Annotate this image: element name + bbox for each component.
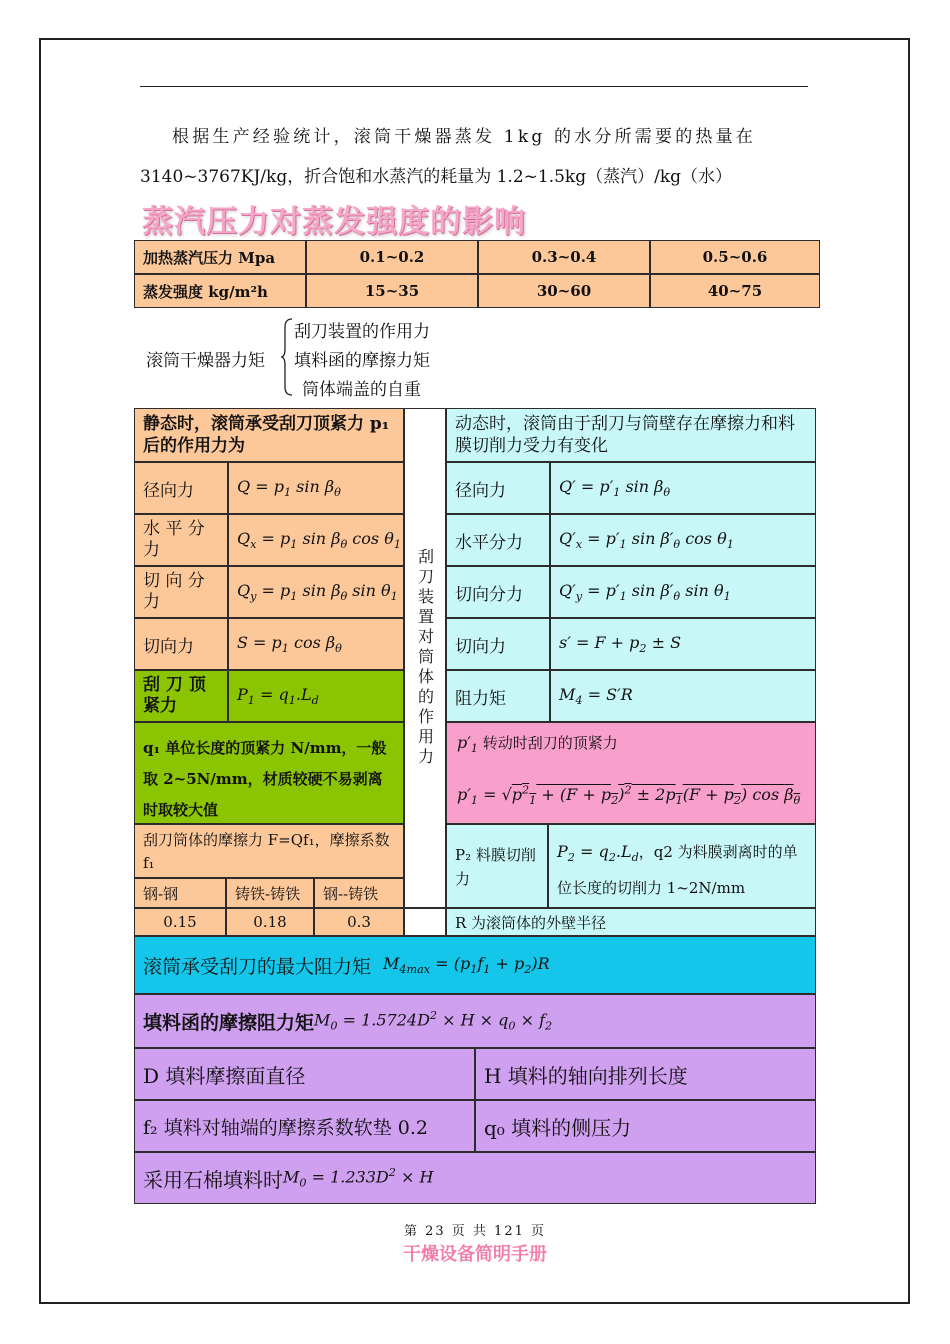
q1-note: q₁ 单位长度的顶紧力 N/mm，一般取 2~5N/mm，材质较硬不易剥离时取较大值 <box>134 722 404 824</box>
pressure-value-2: 0.3~0.4 <box>478 240 650 274</box>
p2-line-1 <box>557 837 807 873</box>
coefficient-3: 0.3 <box>314 908 404 936</box>
packing-label: 填料函的摩擦阻力矩 <box>143 1011 315 1034</box>
middle-empty-cell <box>404 908 446 936</box>
max-torque-label: 滚筒承受刮刀的最大阻力矩 <box>143 955 372 978</box>
static-horizontal-formula: $Q_x = p_1$ $\sin \beta_\theta$ $\cos \theta_1$ <box>228 514 404 566</box>
middle-label-text: 刮刀装置对筒体的作用力 <box>415 548 435 768</box>
resistance-torque-formula: $M_4 = S'R$ <box>550 670 816 722</box>
p2-formula: $P_2 = q_2.L_d$ <box>557 842 639 865</box>
book-title: 干燥设备简明手册 <box>403 1244 547 1265</box>
torque-item-2: 填料函的摩擦力矩 <box>294 351 430 371</box>
p1-dynamic-note: 转动时刮刀的顶紧力 <box>482 734 618 752</box>
material-iron-iron: 铸铁-铸铁 <box>226 878 314 908</box>
dynamic-radial-label: 径向力 <box>446 462 550 514</box>
dynamic-horizontal-label: 水平分力 <box>446 514 550 566</box>
dynamic-tangential-component-formula: $Q'_y = p'_1$ $\sin \beta'_\theta$ $\sin \theta_1$ <box>550 566 816 618</box>
dynamic-tangential-label: 切向力 <box>446 618 550 670</box>
static-tangential-component-label: 切 向 分 力 <box>134 566 228 618</box>
r-note: R 为滚筒体的外壁半径 <box>446 908 816 936</box>
intensity-row-label: 蒸发强度 kg/m²h <box>134 274 306 308</box>
pressure-row-label: 加热蒸汽压力 Mpa <box>134 240 306 274</box>
p2-cell <box>548 824 816 908</box>
static-tangential-component-formula: $Q_y = p_1$ $\sin \beta_\theta$ $\sin \theta_1$ <box>228 566 404 618</box>
p1-dynamic-note-line: $p'_1$ 转动时刮刀的顶紧力 <box>457 733 618 756</box>
page-number: 第 23 页 共 121 页 <box>403 1224 547 1239</box>
torque-item-3: 筒体端盖的自重 <box>302 380 421 400</box>
dynamic-radial-formula: $Q' = p'_1$ $\sin \beta_\theta$ <box>550 462 816 514</box>
dynamic-tangential-formula: $s' = F + p_2 \pm S$ <box>550 618 816 670</box>
dynamic-horizontal-formula: $Q'_x = p'_1$ $\sin \beta'_\theta$ $\cos \theta_1$ <box>550 514 816 566</box>
resistance-torque-label: 阻力矩 <box>446 670 550 722</box>
static-radial-formula: $Q = p_1$ $\sin \beta_\theta$ <box>228 462 404 514</box>
static-tangential-label: 切向力 <box>134 618 228 670</box>
coefficient-2: 0.18 <box>226 908 314 936</box>
packing-formula: $M_0 = 1.5724D^2 \times H \times q_0 \times f_2$ <box>314 1009 553 1033</box>
middle-label <box>404 408 446 908</box>
preload-formula: $P_1 = q_1.L_d$ <box>228 670 404 722</box>
p1-dynamic-cell <box>446 722 816 824</box>
p1-dynamic-formula: $p'_1 = √p^2_1 + (F + p_2)^2 \pm 2p_1(F + p_2)$ $\cos \beta_\theta$ <box>457 783 801 807</box>
intensity-value-2: 30~60 <box>478 274 650 308</box>
p2-label: P₂ 料膜切削力 <box>446 824 548 908</box>
max-torque-formula: $M_{4max} = (p_1f_1 + p_2)R$ <box>383 953 550 977</box>
static-header: 静态时，滚筒承受刮刀顶紧力 p₁后的作用力为 <box>134 408 404 462</box>
p2-note-b: 位长度的切削力 1~2N/mm <box>557 879 746 898</box>
intensity-value-3: 40~75 <box>650 274 820 308</box>
static-tangential-formula: $S = p_1$ $\cos \beta_\theta$ <box>228 618 404 670</box>
f2-definition: f₂ 填料对轴端的摩擦系数软垫 0.2 <box>134 1100 475 1152</box>
material-steel-iron: 钢--铸铁 <box>314 878 404 908</box>
intensity-value-1: 15~35 <box>306 274 478 308</box>
intro-line-1: 根据生产经验统计，滚筒干燥器蒸发 1kg 的水分所需要的热量在 <box>172 127 757 147</box>
dynamic-tangential-component-label: 切向分力 <box>446 566 550 618</box>
pressure-value-1: 0.1~0.2 <box>306 240 478 274</box>
asbestos-row <box>134 1152 816 1204</box>
p2-note-a: ，q2 为料膜剥离时的单 <box>638 843 798 861</box>
pressure-value-3: 0.5~0.6 <box>650 240 820 274</box>
torque-item-1: 刮刀装置的作用力 <box>294 322 430 342</box>
h-definition: H 填料的轴向排列长度 <box>475 1048 816 1100</box>
q0-definition: q₀ 填料的侧压力 <box>475 1100 816 1152</box>
max-torque-row <box>134 936 816 994</box>
coefficient-1: 0.15 <box>134 908 226 936</box>
header-rule <box>140 86 808 87</box>
dynamic-header: 动态时，滚筒由于刮刀与筒壁存在摩擦力和料膜切削力受力有变化 <box>446 408 816 462</box>
d-definition: D 填料摩擦面直径 <box>134 1048 475 1100</box>
brace-icon <box>280 317 294 397</box>
static-horizontal-label: 水 平 分 力 <box>134 514 228 566</box>
asbestos-formula: $M_0 = 1.233D^2 \times H$ <box>283 1166 434 1190</box>
packing-row <box>134 994 816 1048</box>
torque-label: 滚筒干燥器力矩 <box>146 351 265 371</box>
material-steel-steel: 钢-钢 <box>134 878 226 908</box>
section-heading: 蒸汽压力对蒸发强度的影响 <box>142 204 526 240</box>
intro-line-2: 3140~3767KJ/kg，折合饱和水蒸汽的耗量为 1.2~1.5kg（蒸汽）/kg（水） <box>140 167 733 187</box>
asbestos-label: 采用石棉填料时 <box>143 1167 283 1192</box>
static-radial-label: 径向力 <box>134 462 228 514</box>
preload-label: 刮 刀 顶 紧力 <box>134 670 228 722</box>
friction-label: 刮刀筒体的摩擦力 F=Qf₁，摩擦系数 f₁ <box>134 824 404 878</box>
